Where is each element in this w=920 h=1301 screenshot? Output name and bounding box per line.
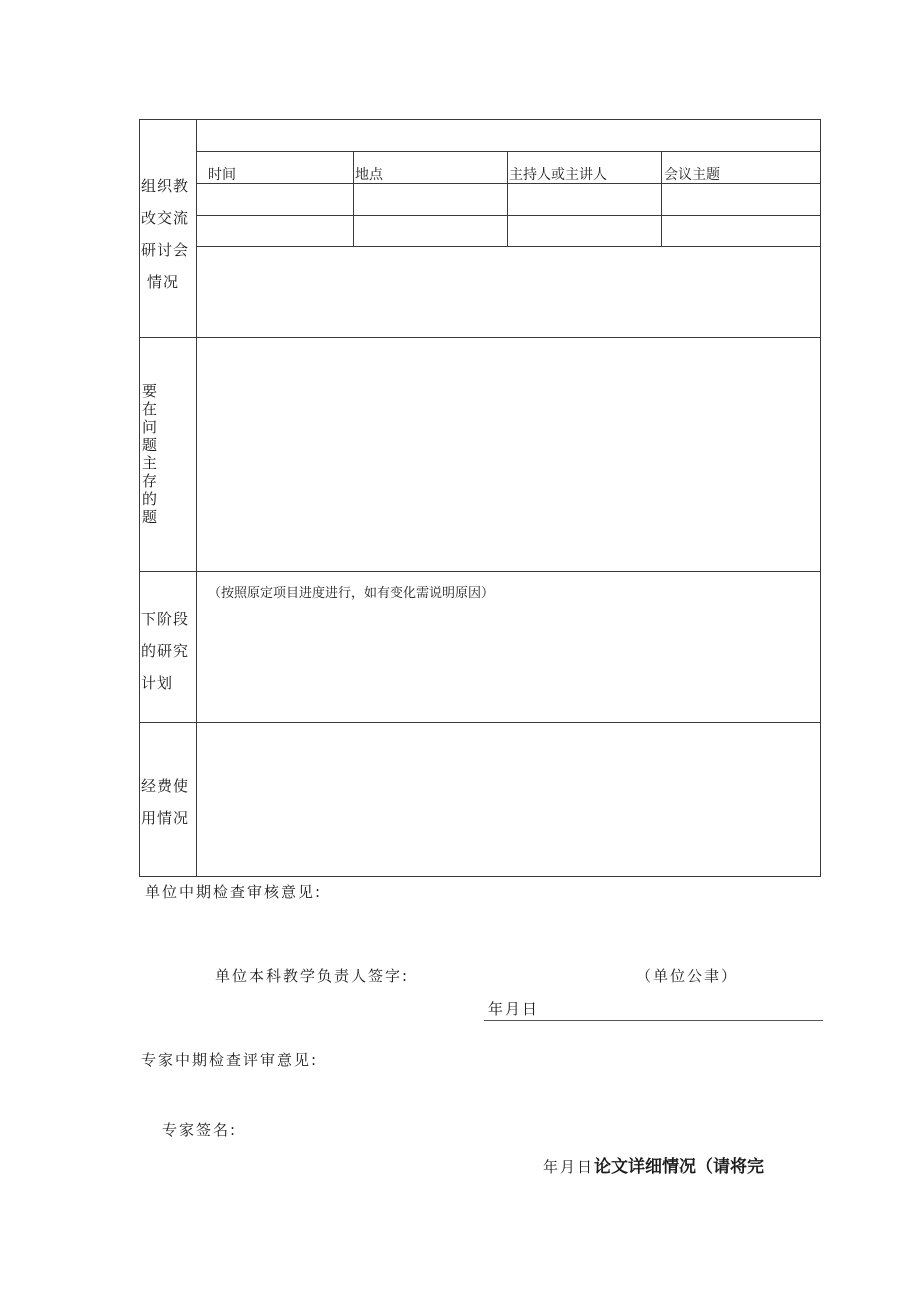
unit-seal: （单位公聿）	[636, 967, 739, 985]
expert-signature-label: 专家签名:	[162, 1121, 238, 1139]
expert-review-footer	[543, 1152, 764, 1177]
problems-label-char: 题	[142, 508, 158, 526]
column-header-host: 主持人或主讲人	[509, 167, 607, 183]
seminar-label-line: 组织教	[141, 177, 190, 195]
unit-signature-label: 单位本科教学负责人签字:	[215, 967, 410, 985]
seminar-cell-location-2[interactable]	[355, 217, 506, 245]
funding-label-line: 用情况	[141, 809, 190, 827]
unit-date-underline	[484, 1020, 823, 1021]
section-divider-3	[139, 722, 821, 723]
seminar-cell-host-1[interactable]	[509, 185, 660, 214]
column-header-location: 地点	[355, 167, 383, 183]
unit-review-title: 单位中期检查审核意见:	[145, 883, 323, 901]
problems-label	[142, 382, 162, 526]
problems-label-char: 的	[142, 490, 158, 508]
seminar-title-field[interactable]	[198, 121, 819, 150]
seminar-notes-field[interactable]	[198, 248, 819, 336]
seminar-col-divider	[353, 151, 354, 247]
seminar-cell-topic-1[interactable]	[663, 185, 819, 214]
next-plan-label-line: 的研究	[141, 642, 190, 660]
problems-label-char: 在	[142, 400, 158, 418]
seminar-cell-location-1[interactable]	[355, 185, 506, 214]
problems-field[interactable]	[198, 339, 819, 570]
expert-review-date: 年月日	[543, 1158, 595, 1176]
problems-label-char: 问	[142, 418, 158, 436]
table-border-bottom	[139, 876, 821, 877]
problems-label-char: 题	[142, 436, 158, 454]
seminar-col-divider	[661, 151, 662, 247]
seminar-label-line: 研讨会	[141, 241, 190, 259]
table-border-left	[139, 119, 140, 877]
seminar-cell-time-1[interactable]	[198, 185, 352, 214]
table-border-top	[139, 119, 821, 120]
label-column-divider	[196, 119, 197, 877]
seminar-col-divider	[507, 151, 508, 247]
seminar-grid-line	[196, 246, 821, 247]
next-plan-label	[141, 603, 189, 699]
unit-review-date: 年月日	[488, 1000, 540, 1018]
problems-label-char: 主	[142, 454, 158, 472]
expert-review-title: 专家中期检查评审意见:	[141, 1051, 319, 1069]
seminar-cell-time-2[interactable]	[198, 217, 352, 245]
section-divider-1	[139, 337, 821, 338]
seminar-label	[141, 170, 189, 298]
seminar-grid-line	[196, 215, 821, 216]
seminar-cell-topic-2[interactable]	[663, 217, 819, 245]
section-divider-2	[139, 571, 821, 572]
problems-label-char: 要	[142, 382, 158, 400]
table-border-right	[820, 119, 821, 877]
seminar-label-line: 情况	[147, 273, 180, 291]
next-plan-label-line: 计划	[141, 674, 174, 692]
funding-field[interactable]	[198, 724, 819, 875]
next-plan-note: （按照原定项目进度进行，如有变化需说明原因）	[208, 586, 495, 601]
next-plan-field[interactable]	[198, 602, 819, 721]
seminar-cell-host-2[interactable]	[509, 217, 660, 245]
funding-label	[141, 770, 189, 834]
column-header-topic: 会议主题	[664, 167, 720, 183]
seminar-label-line: 改交流	[141, 209, 190, 227]
paper-details-heading: 论文详细情况（请将完	[594, 1157, 765, 1177]
problems-label-char: 存	[142, 472, 158, 490]
seminar-grid-line	[196, 151, 821, 152]
funding-label-line: 经费使	[141, 777, 190, 795]
next-plan-label-line: 下阶段	[141, 610, 190, 628]
column-header-time: 时间	[208, 167, 236, 183]
